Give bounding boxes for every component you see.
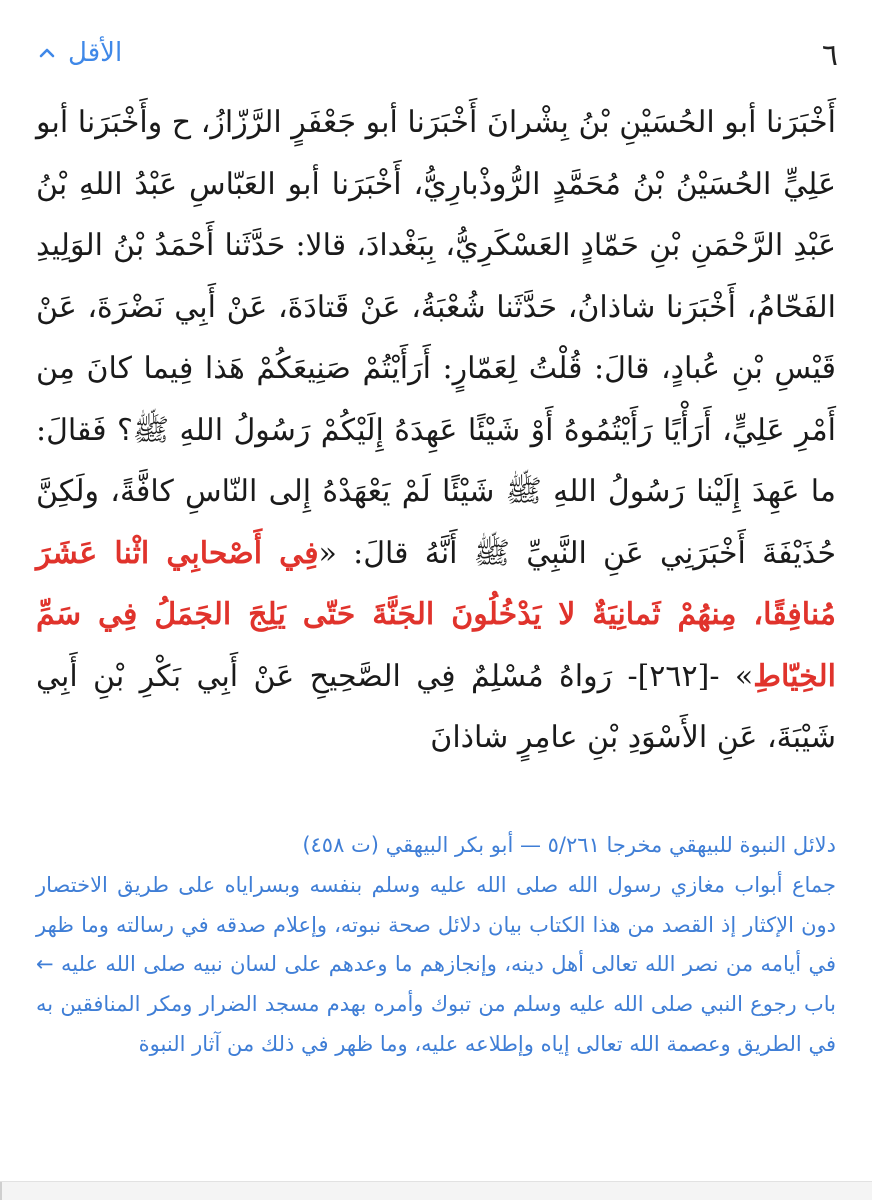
hadith-text <box>36 92 836 769</box>
chevron-up-icon <box>36 42 58 64</box>
collapse-label: الأقل <box>68 38 123 68</box>
hadith-highlight: فِي أَصْحابِي اثْنا عَشَرَ مُنافِقًا، مِنهُمْ ثَمانِيَةٌ لا يَدْخُلُونَ الجَنَّةَ حَتّى يَلِجَ الجَمَلُ فِي سَمِّ الخِيّاطِ <box>36 535 836 694</box>
bottom-divider <box>0 1181 872 1200</box>
citation-source[interactable]: دلائل النبوة للبيهقي مخرجا ٥/٢٦١ — أبو بكر البيهقي (ت ٤٥٨) <box>302 833 836 857</box>
page-header <box>36 38 838 78</box>
takhrij-text: » -[٢٦٢]- رَواهُ مُسْلِمٌ فِي الصَّحِيحِ عَنْ أَبِي بَكْرِ بْنِ أَبِي شَيْبَةَ، عَنِ الأَسْوَدِ بْنِ عامِرٍ شاذانَ <box>36 658 836 755</box>
divider-tick <box>0 1182 2 1200</box>
page-number: ٦ <box>821 38 838 73</box>
isnad-text: أَخْبَرَنا أبو الحُسَيْنِ بْنُ بِشْرانَ أَخْبَرَنا أبو جَعْفَرٍ الرَّزّازُ، ح وأَخْبَرَنا أبو عَلِيٍّ الحُسَيْنُ بْنُ مُحَمَّدٍ الرُّوذْبارِيُّ، أَخْبَرَنا أبو العَبّاسِ عَبْدُ اللهِ بْنُ عَبْدِ الرَّحْمَنِ بْنِ حَمّادٍ العَسْكَرِيُّ، بِبَغْدادَ، قالا: حَدَّثَنا أَحْمَدُ بْنُ الوَلِيدِ الفَحّامُ، أَخْبَرَنا شاذانُ، حَدَّثَنا شُعْبَةُ، عَنْ قَتادَةَ، عَنْ أَبِي نَضْرَةَ، عَنْ قَيْسِ بْنِ عُبادٍ، قالَ: قُلْتُ لِعَمّارٍ: أَرَأَيْتُمْ صَنِيعَكُمْ هَذا فِيما كانَ مِن أَمْرِ عَلِيٍّ، أَرَأْيًا رَأَيْتُمُوهُ أَوْ شَيْئًا عَهِدَهُ إِلَيْكُمْ رَسُولُ اللهِ ﷺ؟ فَقالَ: ما عَهِدَ إِلَيْنا رَسُولُ اللهِ ﷺ شَيْئًا لَمْ يَعْهَدْهُ إِلى النّاسِ كافَّةً، ولَكِنَّ حُذَيْفَةَ أَخْبَرَنِي عَنِ النَّبِيِّ ﷺ أَنَّهُ قالَ: « <box>36 105 836 571</box>
collapse-toggle[interactable] <box>36 38 122 68</box>
citation-chapter[interactable]: جماع أبواب مغازي رسول الله صلى الله عليه وسلم بنفسه وبسراياه على طريق الاختصار دون الإكثار إذ القصد من هذا الكتاب بيان دلائل صحة نبوته، وإعلام صدقه في رسالته وما ظهر في أيامه من نصر الله تعالى أهل دينه، وإنجازهم ما وعدهم على لسان نبيه صلى الله عليه ← باب رجوع النبي صلى الله عليه وسلم من تبوك وأمره بهدم مسجد الضرار ومكر المنافقين به في الطريق وعصمة الله تعالى إياه وإطلاعه عليه، وما ظهر في ذلك من آثار النبوة <box>36 872 836 1056</box>
source-citation[interactable] <box>36 826 836 1065</box>
